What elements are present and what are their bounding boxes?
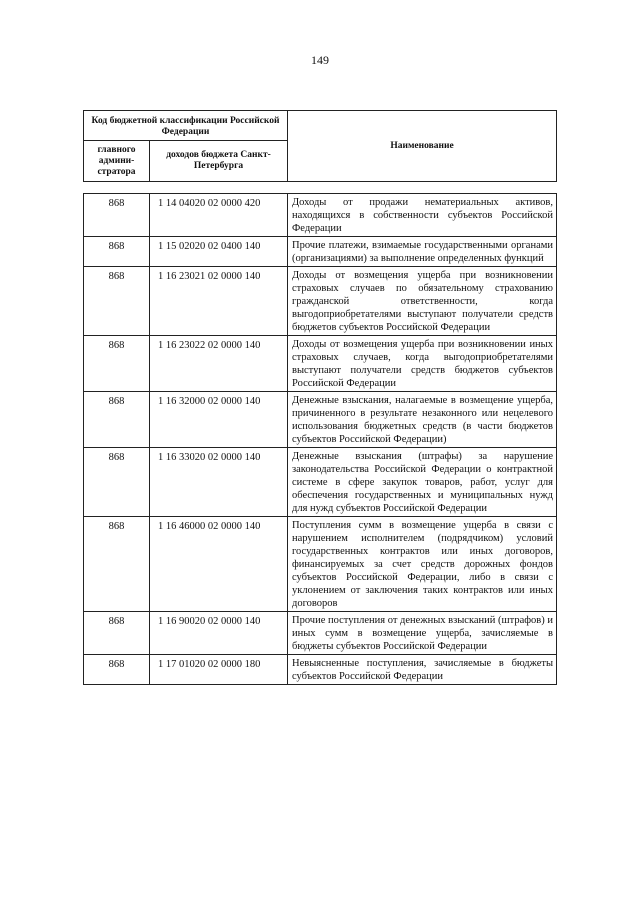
income-name-cell: Доходы от продажи нематериальных активов, находящихся в собственности субъектов Российской Федерации (288, 194, 557, 237)
income-code-cell: 1 16 32000 02 0000 140 (150, 392, 288, 448)
table-row (84, 612, 557, 655)
income-name-cell: Прочие поступления от денежных взысканий (штрафов) и иных сумм в возмещение ущерба, зачисляемые в бюджеты субъектов Российской Федерации (288, 612, 557, 655)
table-row (84, 267, 557, 336)
table-row (84, 237, 557, 267)
income-code-cell: 1 16 46000 02 0000 140 (150, 517, 288, 612)
income-name-cell: Доходы от возмещения ущерба при возникновении иных страховых случаев, когда выгодоприобретателями выступают получатели средств бюджетов субъектов Российской Федерации (288, 336, 557, 392)
income-name-cell: Денежные взыскания, налагаемые в возмещение ущерба, причиненного в результате незаконного или нецелевого использования бюджетных средств (в части бюджетов субъектов Российской Федерации) (288, 392, 557, 448)
table-row (84, 448, 557, 517)
income-code-cell: 1 16 23021 02 0000 140 (150, 267, 288, 336)
income-code-cell: 1 14 04020 02 0000 420 (150, 194, 288, 237)
classification-code-heading: Код бюджетной классификации Российской Федерации (84, 111, 288, 141)
admin-column-heading: главного админи-стратора (84, 141, 150, 182)
admin-code-cell: 868 (84, 392, 150, 448)
admin-code-cell: 868 (84, 448, 150, 517)
name-column-heading: Наименование (288, 111, 557, 182)
income-code-cell: 1 15 02020 02 0400 140 (150, 237, 288, 267)
table-row (84, 517, 557, 612)
income-name-cell: Доходы от возмещения ущерба при возникновении страховых случаев по обязательному страхованию гражданской ответственности, когда выгодоприобретателями выступают получатели средств бюджетов субъектов Российской Федерации (288, 267, 557, 336)
income-code-cell: 1 16 23022 02 0000 140 (150, 336, 288, 392)
income-code-cell: 1 16 33020 02 0000 140 (150, 448, 288, 517)
table-header (83, 110, 557, 182)
income-code-cell: 1 17 01020 02 0000 180 (150, 655, 288, 685)
admin-code-cell: 868 (84, 612, 150, 655)
income-name-cell: Поступления сумм в возмещение ущерба в связи с нарушением исполнителем (подрядчиком) условий государственных контрактов или иных договоров, финансируемых за счет средств дорожных фондов субъектов Российской Федерации, либо в связи с уклонением от заключения таких контрактов или иных договоров (288, 517, 557, 612)
table-row (84, 392, 557, 448)
admin-code-cell: 868 (84, 194, 150, 237)
table-row (84, 194, 557, 237)
admin-code-cell: 868 (84, 655, 150, 685)
income-name-cell: Невыясненные поступления, зачисляемые в бюджеты субъектов Российской Федерации (288, 655, 557, 685)
income-column-heading: доходов бюджета Санкт-Петербурга (150, 141, 288, 182)
admin-code-cell: 868 (84, 336, 150, 392)
admin-code-cell: 868 (84, 517, 150, 612)
income-name-cell: Прочие платежи, взимаемые государственными органами (организациями) за выполнение определенных функций (288, 237, 557, 267)
page-number: 149 (311, 53, 329, 67)
income-name-cell: Денежные взыскания (штрафы) за нарушение законодательства Российской Федерации о контрактной системе в сфере закупок товаров, работ, услуг для обеспечения государственных и муниципальных нужд для нужд субъектов Российской Федерации (288, 448, 557, 517)
table-row (84, 336, 557, 392)
income-code-cell: 1 16 90020 02 0000 140 (150, 612, 288, 655)
table-row (84, 655, 557, 685)
admin-code-cell: 868 (84, 267, 150, 336)
admin-code-cell: 868 (84, 237, 150, 267)
income-table (83, 193, 557, 685)
